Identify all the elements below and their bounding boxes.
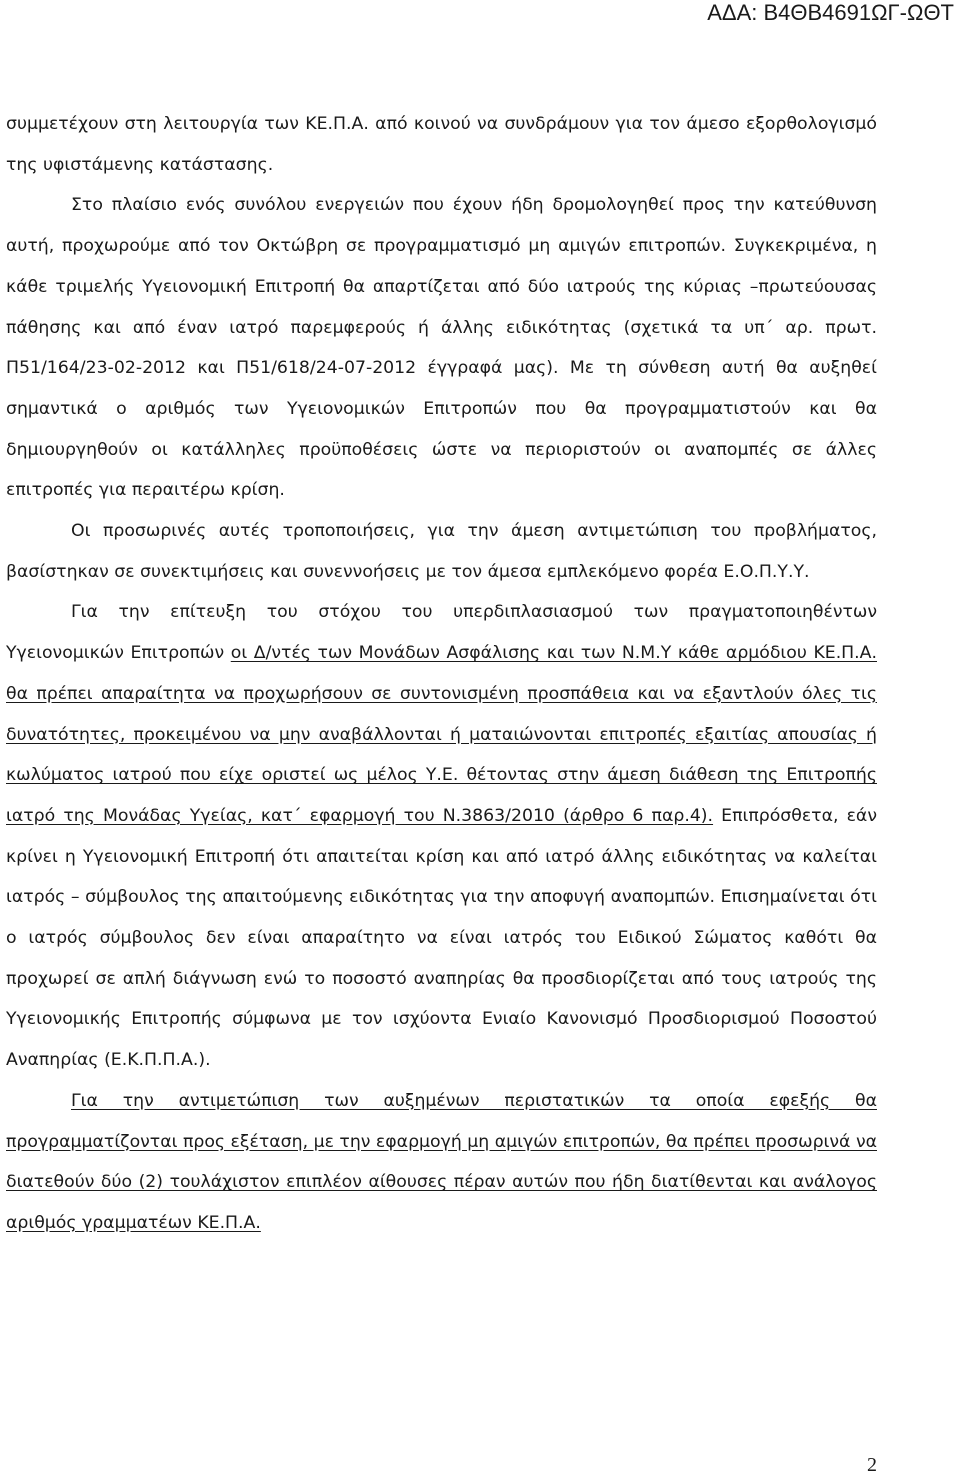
paragraph-4 <box>6 592 877 1080</box>
document-body <box>6 104 877 1244</box>
paragraph-4-start: Για την επίτευξη του στόχου του υπερδιπλασιασμού των πραγματοποιηθέντων Υγειονομικών Επιτροπών <box>6 602 877 664</box>
paragraph-4-end: Επιπρόσθετα, εάν κρίνει η Υγειονομική Επιτροπή ότι απαιτείται κρίση και από ιατρό άλλης ειδικότητας να καλείται ιατρός – σύμβουλος της απαιτούμενης ειδικότητας για την αποφυγή αναπομπών. Επισημαίνεται ότι ο ιατρός σύμβουλος δεν είναι απαραίτητο να είναι ιατρός του Ειδικού Σώματος καθότι θα προχωρεί σε απλή διάγνωση ενώ το ποσοστό αναπηρίας θα προσδιορίζεται από τους ιατρούς της Υγειονομικής Επιτροπής σύμφωνα με τον ισχύοντα Ενιαίο Κανονισμό Προσδιορισμού Ποσοστού Αναπηρίας (Ε.Κ.Π.Π.Α.). <box>6 805 877 1071</box>
paragraph-4-underlined: οι Δ/ντές των Μονάδων Ασφάλισης και των Ν.Μ.Υ κάθε αρμόδιου ΚΕ.Π.Α. θα πρέπει απαραίτητα να προχωρήσουν σε συντονισμένη προσπάθεια και να εξαντλούν όλες τις δυνατότητες, προκειμένου να μην αναβάλλονται ή ματαιώνονται επιτροπές εξαιτίας απουσίας ή κωλύματος ιατρού που είχε οριστεί ως μέλος Υ.Ε. θέτοντας στην άμεση διάθεση της Επιτροπής ιατρό της Μονάδας Υγείας, κατ΄ εφαρμογή του Ν.3863/2010 (άρθρο 6 παρ.4). <box>6 643 877 826</box>
ada-code: ΑΔΑ: Β4ΘΒ4691ΩΓ-ΩΘΤ <box>707 0 954 25</box>
paragraph-5 <box>6 1081 877 1244</box>
paragraph-5-underlined: Για την αντιμετώπιση των αυξημένων περιστατικών τα οποία εφεξής θα προγραμματίζονται προς εξέταση, με την εφαρμογή μη αμιγών επιτροπών, θα πρέπει προσωρινά να διατεθούν δύο (2) τουλάχιστον επιπλέον αίθουσες πέραν αυτών που ήδη διατίθενται και ανάλογος αριθμός γραμματέων ΚΕ.Π.Α. <box>6 1090 877 1233</box>
paragraph-3: Οι προσωρινές αυτές τροποποιήσεις, για την άμεση αντιμετώπιση του προβλήματος, βασίστηκαν σε συνεκτιμήσεις και συνεννοήσεις με τον άμεσα εμπλεκόμενο φορέα Ε.Ο.Π.Υ.Υ. <box>6 521 877 582</box>
paragraph-2: Στο πλαίσιο ενός συνόλου ενεργειών που έχουν ήδη δρομολογηθεί προς την κατεύθυνση αυτή, προχωρούμε από τον Οκτώβρη σε προγραμματισμό μη αμιγών επιτροπών. Συγκεκριμένα, η κάθε τριμελής Υγειονομική Επιτροπή θα απαρτίζεται από δύο ιατρούς της κύριας –πρωτεύουσας πάθησης και από έναν ιατρό παρεμφερούς ή άλλης ειδικότητας (σχετικά τα υπ΄ αρ. πρωτ. Π51/164/23-02-2012 και Π51/618/24-07-2012 έγγραφά μας). Με τη σύνθεση αυτή θα αυξηθεί σημαντικά ο αριθμός των Υγειονομικών Επιτροπών που θα προγραμματιστούν και θα δημιουργηθούν οι κατάλληλες προϋποθέσεις ώστε να περιοριστούν οι αναπομπές σε άλλες επιτροπές για περαιτέρω κρίση. <box>6 195 877 501</box>
paragraph-1: συμμετέχουν στη λειτουργία των ΚΕ.Π.Α. από κοινού να συνδράμουν για τον άμεσο εξορθολογισμό της υφιστάμενης κατάστασης. <box>6 114 877 175</box>
page-number: 2 <box>867 1454 877 1476</box>
